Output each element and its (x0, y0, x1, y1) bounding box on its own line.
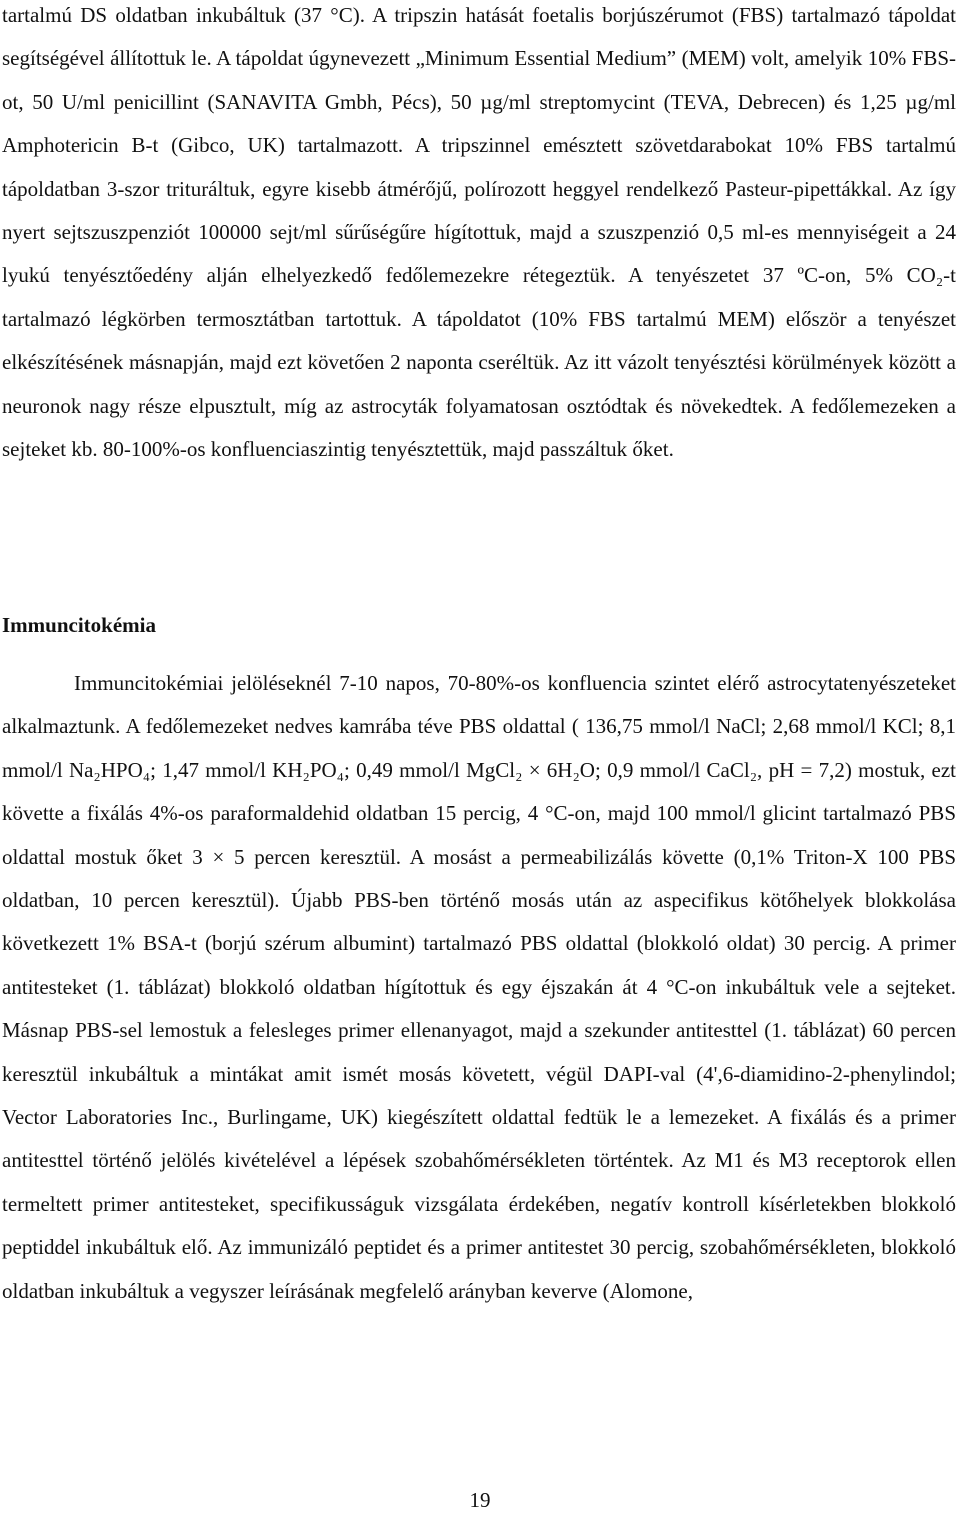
page-number: 19 (469, 1488, 491, 1512)
section-heading-immuncitokemia: Immuncitokémia (2, 613, 156, 637)
body-paragraph-immuncitokemia (2, 662, 956, 1313)
body-paragraph-cell-culture: tartalmú DS oldatban inkubáltuk (37 °C). A tripszin hatását foetalis borjúszérumot (FBS) tartalmazó tápoldat segítségével állítottuk le. A tápoldat úgynevezett „Minimum Essential Medium” (MEM) volt, amelyik 10% FBS-ot, 50 U/ml penicillint (SANAVITA Gmbh, Pécs), 50 µg/ml streptomycint (TEVA, Debrecen) és 1,25 µg/ml Amphotericin B-t (Gibco, UK) tartalmazott. A tripszinnel emésztett szövetdarabokat 10% FBS tartalmú tápoldatban 3-szor trituráltuk, egyre kisebb átmérőjű, polírozott heggyel rendelkező Pasteur-pipettákkal. Az így nyert sejtszuszpenziót 100000 sejt/ml sűrűségűre hígítottuk, majd a szuszpenzió 0,5 ml-es mennyiségeit a 24 lyukú tenyésztőedény alján elhelyezkedő fedőlemezekre rétegeztük. A tenyészetet 37 ºC-on, 5% CO₂-t tartalmazó légkörben termosztátban tartottuk. A tápoldatot (10% FBS tartalmú MEM) először a tenyészet elkészítésének másnapján, majd ezt követően 2 naponta cseréltük. Az itt vázolt tenyésztési körülmények között a neuronok nagy része elpusztult, míg az astrocyták folyamatosan osztódtak és növekedtek. A fedőlemezeken a sejteket kb. 80-100%-os konfluenciaszintig tenyésztettük, majd passzáltuk őket. (2, 3, 956, 462)
body-paragraph-immuncitokemia-text: Immuncitokémiai jelöléseknél 7-10 napos, 70-80%-os konfluencia szintet elérő astrocytatenyészeteket alkalmaztunk. A fedőlemezeket nedves kamrába téve PBS oldattal ( 136,75 mmol/l NaCl; 2,68 mmol/l KCl; 8,1 mmol/l Na₂HPO₄; 1,47 mmol/l KH₂PO₄; 0,49 mmol/l MgCl₂ × 6H₂O; 0,9 mmol/l CaCl₂, pH = 7,2) mostuk, ezt követte a fixálás 4%-os paraformaldehid oldatban 15 percig, 4 °C-on, majd 100 mmol/l glicint tartalmazó PBS oldattal mostuk őket 3 × 5 percen keresztül. A mosást a permeabilizálás követte (0,1% Triton-X 100 PBS oldatban, 10 percen keresztül). Újabb PBS-ben történő mosás után az aspecifikus kötőhelyek blokkolása következett 1% BSA-t (borjú szérum albumint) tartalmazó PBS oldattal (blokkoló oldat) 30 percig. A primer antitesteket (1. táblázat) blokkoló oldatban hígítottuk és egy éjszakán át 4 °C-on inkubáltuk vele a sejteket. Másnap PBS-sel lemostuk a felesleges primer ellenanyagot, majd a szekunder antitesttel (1. táblázat) 60 percen keresztül inkubáltuk a mintákat amit ismét mosás követett, végül DAPI-val (4',6-diamidino-2-phenylindol; Vector Laboratories Inc., Burlingame, UK) kiegészített oldattal fedtük le a lemezeket. A fixálás és a primer antitesttel történő jelölés kivételével a lépések szobahőmérsékleten történtek. Az M1 és M3 receptorok ellen termeltett primer antitesteket, specifikusságuk vizsgálata érdekében, negatív kontroll kísérletekben blokkoló peptiddel inkubáltuk elő. Az immunizáló peptidet és a primer antitestet 30 percig, szobahőmérsékleten, blokkoló oldatban inkubáltuk a vegyszer leírásának megfelelő arányban keverve (Alomone, (2, 671, 956, 1303)
